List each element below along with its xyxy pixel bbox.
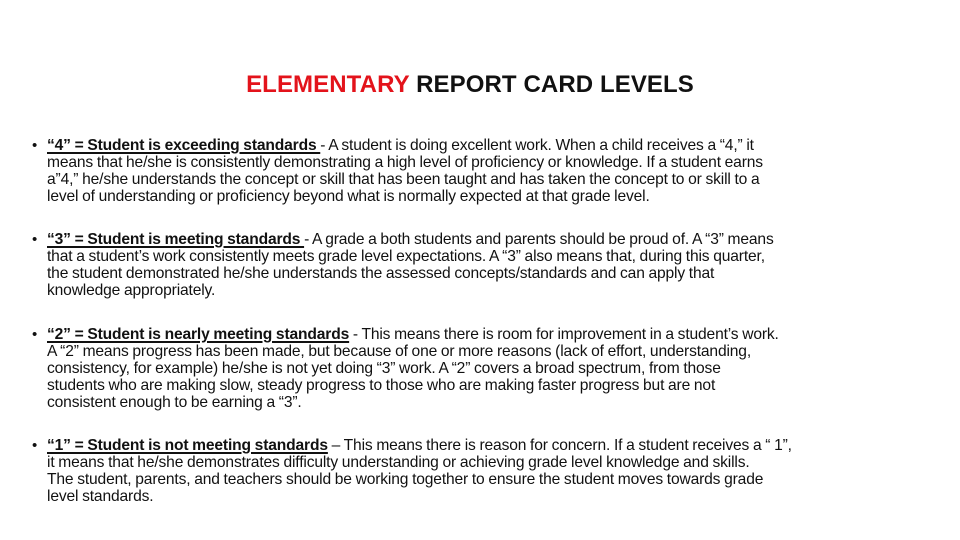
item-line: students who are making slow, steady progress to those who are making faster progress but are not: [47, 377, 716, 394]
item-text: - A student is doing excellent work. When a child receives a “4,” it: [320, 137, 754, 154]
item-line: means that he/she is consistently demonstrating a high level of proficiency or knowledge. If a student earns: [47, 154, 763, 171]
level-3-item: [32, 231, 942, 299]
item-line: it means that he/she demonstrates difficulty understanding or achieving grade level knowledge and skills.: [47, 454, 750, 471]
item-line: [47, 137, 942, 154]
item-text: - This means there is room for improvement in a student’s work.: [349, 326, 779, 343]
item-line: level of understanding or proficiency beyond what is normally expected at that grade level.: [47, 188, 650, 205]
level-4-heading: “4” = Student is exceeding standards: [47, 137, 321, 154]
item-line: The student, parents, and teachers should be working together to ensure the student moves towards grade: [47, 471, 764, 488]
item-line: the student demonstrated he/she understands the assessed concepts/standards and can apply that: [47, 265, 715, 282]
bullet-icon: •: [32, 231, 38, 248]
level-2-heading: “2” = Student is nearly meeting standards: [47, 326, 350, 343]
item-line: [47, 231, 942, 248]
level-3-heading: “3” = Student is meeting standards: [47, 231, 305, 248]
title-accent: ELEMENTARY: [246, 71, 410, 98]
item-line: a”4,” he/she understands the concept or skill that has been taught and has taken the concept to or skill to a: [47, 171, 760, 188]
title-rest: REPORT CARD LEVELS: [409, 71, 694, 98]
item-line: [47, 326, 942, 343]
level-4-item: [32, 137, 942, 205]
item-line: consistent enough to be earning a “3”.: [47, 394, 302, 411]
bullet-icon: •: [32, 326, 38, 343]
item-line: that a student’s work consistently meets grade level expectations. A “3” also means that, during this quarter,: [47, 248, 765, 265]
item-line: [47, 437, 942, 454]
bullet-icon: •: [32, 137, 38, 154]
item-line: consistency, for example) he/she is not yet doing “3” work. A “2” covers a broad spectrum, from those: [47, 360, 721, 377]
item-line: A “2” means progress has been made, but because of one or more reasons (lack of effort, understanding,: [47, 343, 752, 360]
item-text: - A grade a both students and parents should be proud of. A “3” means: [304, 231, 774, 248]
item-line: knowledge appropriately.: [47, 282, 216, 299]
item-text: – This means there is reason for concern. If a student receives a “ 1”,: [327, 437, 792, 454]
bullet-icon: •: [32, 437, 38, 454]
level-1-item: [32, 437, 942, 505]
level-2-item: [32, 326, 942, 411]
level-1-heading: “1” = Student is not meeting standards: [47, 437, 328, 454]
item-line: level standards.: [47, 488, 154, 505]
